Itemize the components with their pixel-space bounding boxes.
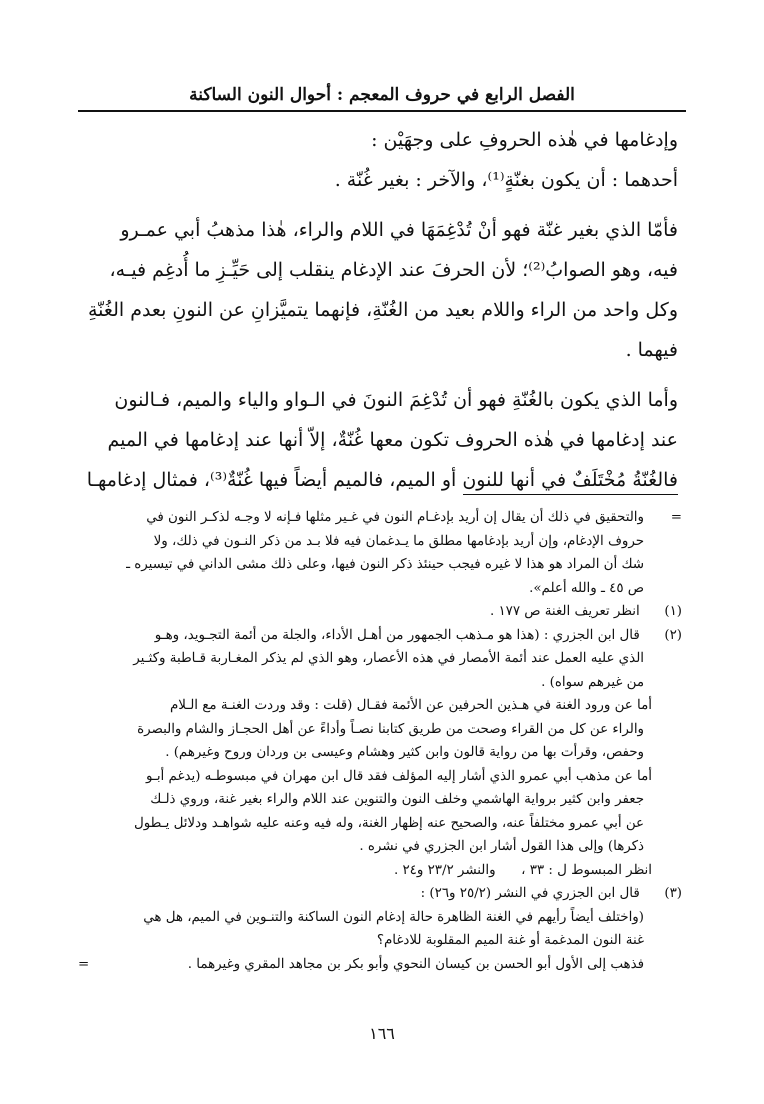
footnote-line: شك أن المراد هو هذا لا غيره فيجب حينئذ ذكر النون فيها، وعلى ذلك مشى الداني في تيسيره ـ	[126, 557, 644, 572]
footnote-line: جعفر وابن كثير برواية الهاشمي وخلف النون والتنوين عند اللام والراء بغير غنة، وروي ذلـك	[150, 792, 644, 807]
running-header: الفصل الرابع في حروف المعجم : أحوال النون الساكنة	[78, 84, 686, 112]
body-line: فيهما .	[625, 339, 678, 361]
footnote-line: أما عن ورود الغنة في هـذين الحرفين عن الأئمة فقـال (قلت : وقد وردت الغنـة مع الـلام	[170, 698, 652, 713]
body-line: أحدهما : أن يكون بغنّةٍ⁽¹⁾، والآخر : بغير غُنّة .	[334, 169, 678, 191]
footnote-separator	[463, 494, 678, 495]
footnote-line: الذي عليه العمل عند أئمة الأمصار في هذه الأعصار، وهو الذي لم يذكر المغـاربة قـاطبة وكثـير	[133, 651, 644, 666]
footnote-line: =والتحقيق في ذلك أن يقال إن أريد بإدغـام النون في غـير مثلها فـإنه لا وجـه لذكـر النون في	[78, 506, 682, 530]
footnote-mark: (٣)	[664, 886, 682, 901]
footnote-line: غنة النون المدغمة أو غنة الميم المقلوبة للادغام؟	[376, 933, 644, 948]
footnote-line: (واختلف أيضاً رأيهم في الغنة الظاهرة حالة إدغام النون الساكنة والتنـوين في الميم، هل هي	[143, 909, 644, 925]
footnote-3: (٣) قال ابن الجزري في النشر (٢٥/٢ و٢٦) :	[78, 882, 682, 906]
page-number: ١٦٦	[369, 1024, 395, 1043]
body-line: وأما الذي يكون بالغُنّةِ فهو أن تُدْغِمَ النونَ في الـواو والياء والميم، فـالنون	[114, 389, 678, 411]
footnote-line: أما عن مذهب أبي عمرو الذي أشار إليه المؤلف فقد قال ابن مهران في مبسوطـه (يدغم أبـو	[145, 768, 652, 784]
footnote-line: من غيرهم سواه) .	[541, 674, 644, 690]
continuation-mark: =	[670, 510, 682, 525]
body-line: وكل واحد من الراء واللام بعيد من الغُنّةِ، فإنهما يتميَّزانِ عن النونِ بعدم الغُنّةِ	[88, 299, 678, 321]
footnote-line: حروف الإدغام، وإن أريد بإدغامها مطلق ما يـدغمان فيه فلا بـد من ذكر النـون في ذلك، ولا	[153, 533, 644, 549]
footnote-line: عن أبي عمرو مختلفاً عنه، والصحيح عنه إظهار الغنة، وله فيه وعنه عليه شواهـد ودلائل يـطول	[134, 815, 644, 831]
body-line: وإدغامها في هٰذه الحروفِ على وجهَيْن :	[371, 129, 678, 151]
continuation-mark: =	[78, 956, 90, 972]
main-text	[78, 120, 678, 500]
footnote-line: فذهب إلى الأول أبو الحسن بن كيسان النحوي وأبو بكر بن مجاهد المقري وغيرهما . =	[78, 953, 682, 977]
footnote-line: ص ٤٥ ـ والله أعلم».	[529, 580, 644, 596]
footnote-1: (١) انظر تعريف الغنة ص ١٧٧ .	[78, 600, 682, 624]
footnotes	[78, 506, 682, 976]
footnote-line: ذكرها) وإلى هذا القول أشار ابن الجزري في نشره .	[359, 839, 644, 854]
body-line: فالغُنّةُ مُخْتَلَفٌ في أنها للنون أو الميم، فالميم أيضاً فيها غُنّةٌ⁽³⁾، فمثال إدغامهـا	[86, 469, 678, 491]
footnote-mark: (٢)	[664, 627, 682, 643]
footnote-reference: انظر المبسوط ل : ٣٣ ، والنشر ٢٣/٢ و٢٤ .	[393, 862, 652, 878]
body-line: فيه، وهو الصوابُ⁽²⁾؛ لأن الحرفَ عند الإدغام ينقلب إلى حَيِّـزِ ما أُدغِم فيـه،	[109, 259, 678, 281]
footnote-line: والراء عن كل من القراء وصحت من طريق كتابنا نصـاً وأداءً عن أهل الحجـاز والشام والبصرة	[137, 721, 644, 737]
body-line: عند إدغامها في هٰذه الحروف تكون معها غُنّةٌ، إلاّ أنها عند إدغامها في الميم	[107, 429, 678, 451]
footnote-2: (٢) قال ابن الجزري : (هذا هو مـذهب الجمهور من أهـل الأداء، والجلة من أئمة التجـويد، وهـو	[78, 624, 682, 648]
body-line: فأمّا الذي بغير غنّة فهو أنْ تُدْغِمَهَا في اللام والراء، هٰذا مذهبُ أبي عمـرو	[120, 219, 678, 241]
footnote-line: وحفص، وقرأت بها من رواية قالون وابن كثير وهشام وعيسى بن وردان وروح وغيرهم) .	[165, 745, 644, 760]
footnote-mark: (١)	[664, 604, 682, 619]
